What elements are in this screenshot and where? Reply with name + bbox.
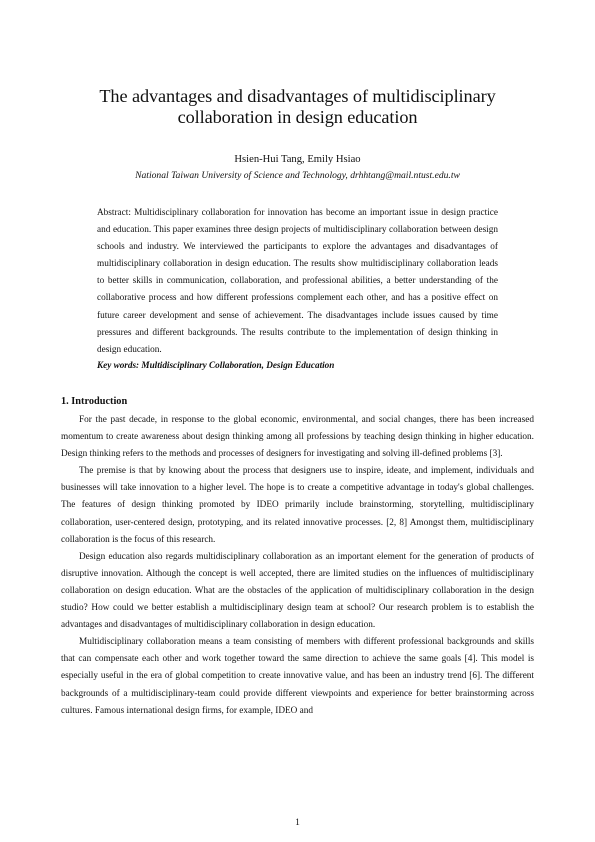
keywords: Key words: Multidisciplinary Collaboration, Design Education: [97, 360, 335, 370]
abstract: Abstract: Multidisciplinary collaboration for innovation has become an important issue in design practice and education. This paper examines three design projects of multidisciplinary collaboration between design schools and industry. We interviewed the participants to explore the advantages and disadvantages of multidisciplinary collaboration in design education. The results show multidisciplinary collaboration leads to better skills in communication, collaboration, and professional abilities, a better understanding of the collaborative process and how different professions complement each other, and has a positive effect on future career development and sense of achievement. The disadvantages include issues caused by time pressures and different backgrounds. The results contribute to the implementation of design thinking in design education.: [97, 208, 498, 355]
section-heading-introduction: 1. Introduction: [61, 396, 128, 407]
paragraph: The premise is that by knowing about the process that designers use to inspire, ideate, and implement, individuals and businesses will take innovation to a higher level. The hope is to create a competitive advantage in today's global challenges. The features of design thinking promoted by IDEO primarily include brainstorming, storytelling, multidisciplinary collaboration, user-centered design, prototyping, and its related innovative processes. [2, 8] Amongst them, multidisciplinary collaboration is the focus of this research.: [61, 466, 534, 545]
paper-affiliation: National Taiwan University of Science and Technology, drhhtang@mail.ntust.edu.tw: [135, 170, 460, 181]
paper-title: The advantages and disadvantages of multidisciplinary collaboration in design education: [99, 86, 496, 127]
paper-authors: Hsien-Hui Tang, Emily Hsiao: [234, 154, 361, 165]
page-number: 1: [295, 818, 300, 828]
introduction-body: [61, 412, 534, 720]
paragraph: Design education also regards multidisciplinary collaboration as an important element for the generation of products of disruptive innovation. Although the concept is well accepted, there are limited studies on the influences of multidisciplinary collaboration on design education. What are the obstacles of the application of multidisciplinary collaboration in the design studio? How could we better establish a multidisciplinary design team at school? Our research problem is to establish the advantages and disadvantages of multidisciplinary collaboration in design education.: [61, 551, 534, 631]
paragraph: For the past decade, in response to the global economic, environmental, and social changes, there has been increased momentum to create awareness about design thinking among all professions by teaching design thinking in higher education. Design thinking refers to the methods and processes of designers for investigating and solving ill-defined problems [3].: [61, 415, 534, 460]
paragraph: Multidisciplinary collaboration means a team consisting of members with different professional backgrounds and skills that can compensate each other and work together toward the same direction to achieve the same goals [4]. This model is especially useful in the era of global competition to create innovative value, and has been an industry trend [6]. The different backgrounds of a multidisciplinary-team could provide different viewpoints and experience for better brainstorming across cultures. Famous international design firms, for example, IDEO and: [61, 637, 534, 716]
